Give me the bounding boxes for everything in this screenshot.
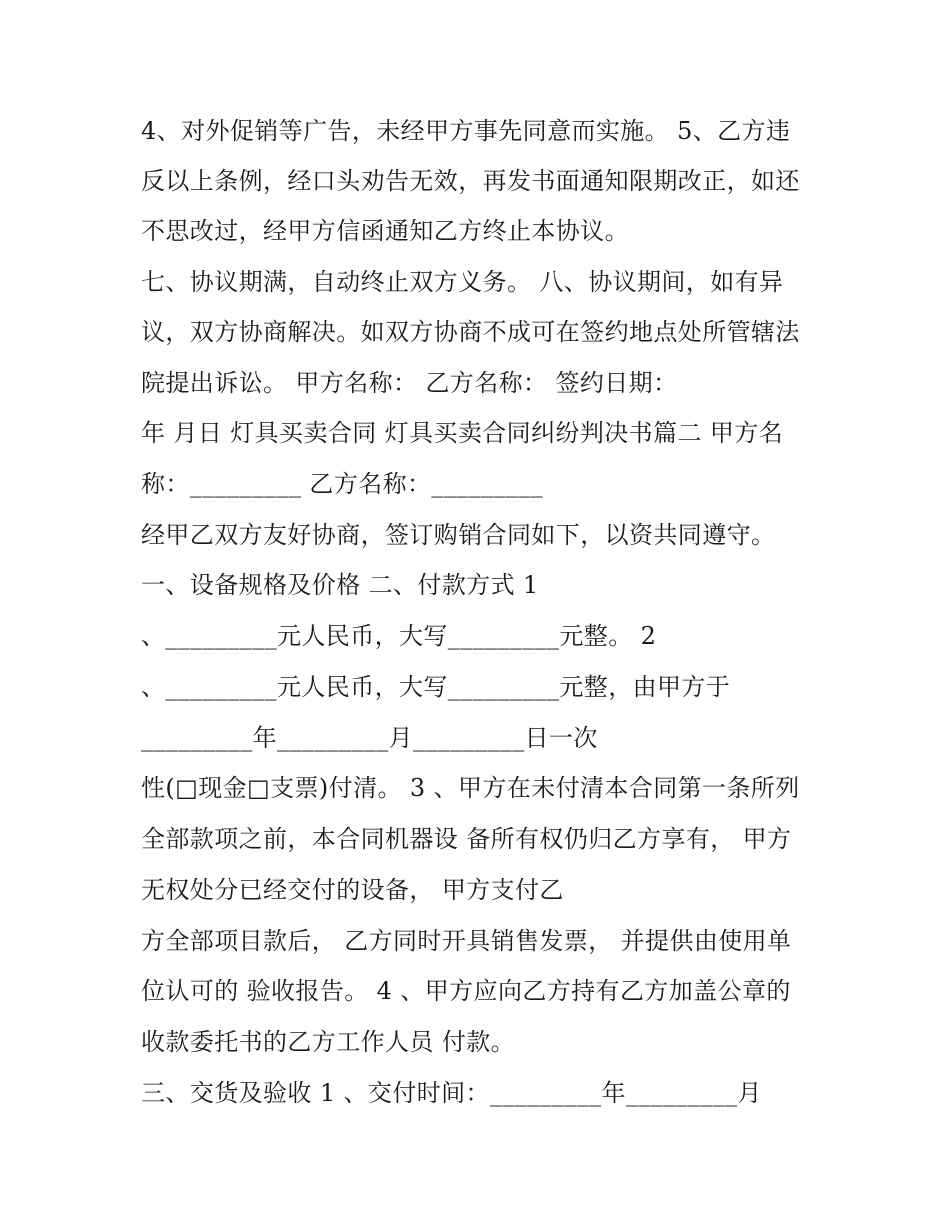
- text-line: 院提出诉讼。 甲方名称： 乙方名称： 签约日期：: [141, 369, 678, 397]
- text-line: 无权处分已经交付的设备， 甲方支付乙: [141, 876, 564, 904]
- text-line: 收款委托书的乙方工作人员 付款。: [141, 1028, 516, 1056]
- text-line: 性(□现金□支票)付清。 3 、甲方在未付清本合同第一条所列: [141, 774, 800, 802]
- text-line: 方全部项目款后， 乙方同时开具销售发票， 并提供由使用单: [141, 927, 792, 955]
- text-line: 经甲乙双方友好协商，签订购销合同如下，以资共同遵守。: [141, 521, 776, 549]
- text-line: 三、交货及验收 1 、交付时间：_________年_________月: [141, 1079, 762, 1107]
- text-line: 、_________元人民币，大写_________元整。 2: [141, 622, 657, 650]
- text-line: 七、协议期满，自动终止双方义务。 八、协议期间，如有异: [141, 268, 784, 296]
- text-line: 称：_________ 乙方名称：_________: [141, 470, 544, 498]
- text-line: 一、设备规格及价格 二、付款方式 1: [141, 571, 539, 599]
- text-line: 位认可的 验收报告。 4 、甲方应向乙方持有乙方加盖公章的: [141, 977, 791, 1005]
- text-line: 、_________元人民币，大写_________元整，由甲方于: [141, 673, 731, 701]
- text-line: 不思改过，经甲方信函通知乙方终止本协议。: [141, 217, 629, 245]
- text-line: 年 月日 灯具买卖合同 灯具买卖合同纠纷判决书篇二 甲方名: [141, 419, 784, 447]
- text-line: 4、对外促销等广告，未经甲方事先同意而实施。 5、乙方违: [141, 117, 791, 145]
- text-line: 反以上条例，经口头劝告无效，再发书面通知限期改正，如还: [141, 167, 800, 195]
- text-line: 全部款项之前，本合同机器设 备所有权仍归乙方享有， 甲方: [141, 825, 792, 853]
- text-line: _________年_________月_________日一次: [141, 724, 598, 752]
- text-line: 议，双方协商解决。如双方协商不成可在签约地点处所管辖法: [141, 318, 800, 346]
